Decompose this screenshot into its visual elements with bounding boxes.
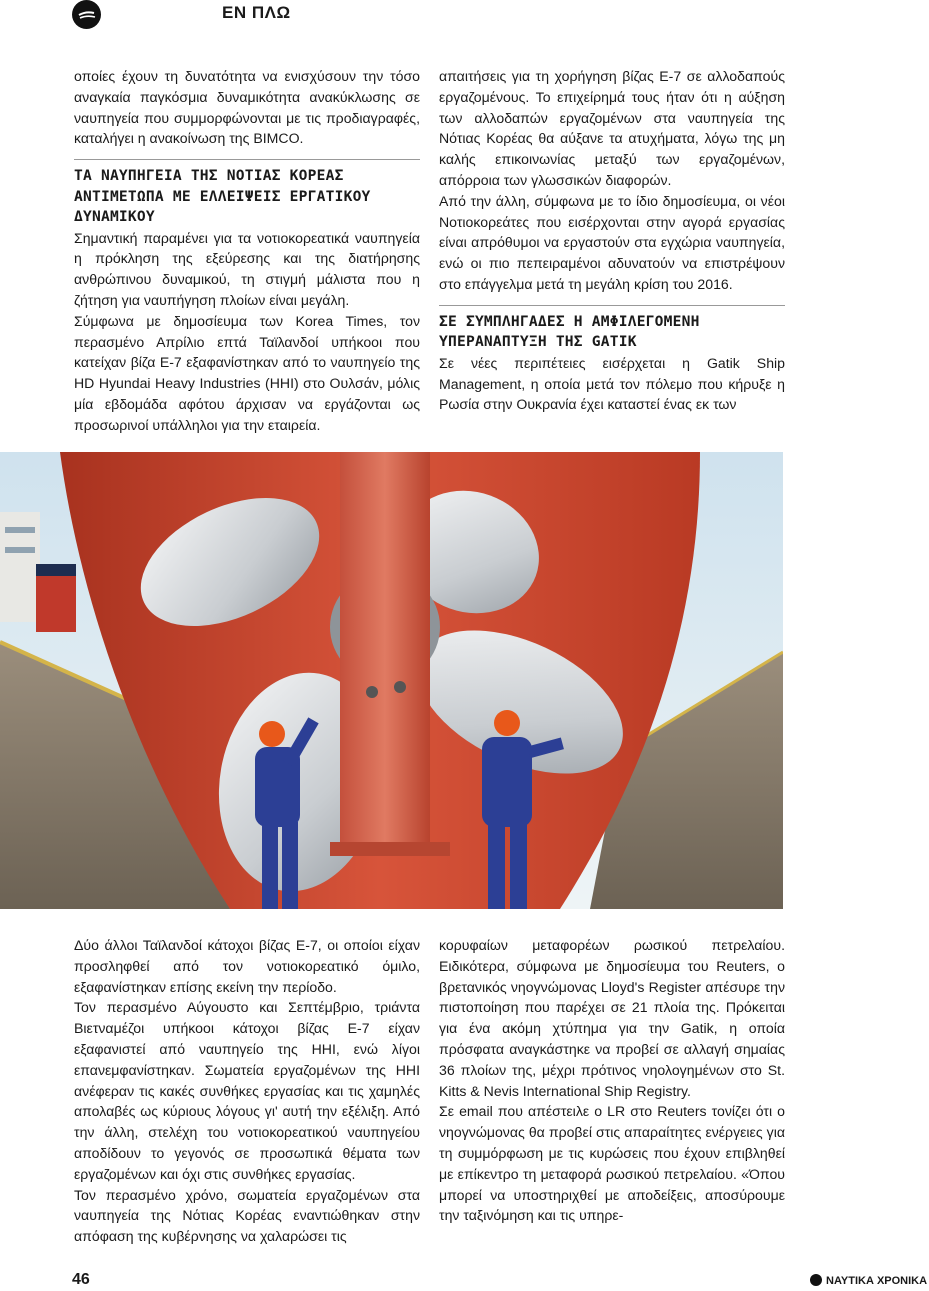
paragraph: Τον περασμένο Αύγουστο και Σεπτέμβριο, τριάντα Βιετναμέζοι υπήκοοι κάτοχοι βίζας E-7 είχαν εξαφανιστεί από ναυπηγείο της HHI, ενώ λίγοι επανεμφανίστηκαν. Σωματεία εργαζομένων της HHI ανέφεραν τις κακές συνθήκες εργασίας και τις χαμηλές απολαβές ως κύριους λόγους γι' αυτή την εξέλιξη. Από την άλλη, στελέχη του νοτιοκορεατικού ναυπηγείου αποδίδουν το γεγονός σε προσωπικά θέματα των εργαζομένων και όχι στις συνθήκες εργασίας.: [74, 999, 420, 1182]
section-title: ΕΝ ΠΛΩ: [222, 3, 291, 22]
column-left-top: [74, 66, 420, 436]
article-heading: ΣΕ ΣΥΜΠΛΗΓΑΔΕΣ Η ΑΜΦΙΛΕΓΟΜΕΝΗ ΥΠΕΡΑΝΑΠΤΥΞΗ ΤΗΣ GATIK: [439, 312, 700, 351]
paragraph: κορυφαίων μεταφορέων ρωσικού πετρελαίου. Ειδικότερα, σύμφωνα με δημοσίευμα του Reuters, ο βρετανικός νηογνώμονας Lloyd's Register απέσυρε την πιστοποίηση που παρέχει σε 21 πλοία της. Πρόκειται για ένα ακόμη χτύπημα για την Gatik, η οποία πρόσφατα αναγκάστηκε να προβεί σε αλλαγή σημαίας 36 πλοίων της, μέχρι πρότινος νηολογημένων στο St. Kitts & Nevis International Ship Registry.: [439, 937, 785, 1099]
paragraph: απαιτήσεις για τη χορήγηση βίζας E-7 σε αλλοδαπούς εργαζομένους. Το επιχείρημά τους ήταν ότι η αύξηση των αλλοδαπών εργαζομένων στα ναυπηγεία της Νότιας Κορέας θα αύξανε τα ατυχήματα, λόγω της μη καλής επικοινωνίας μεταξύ των εργαζομένων, απόρροια των γλωσσικών διαφορών.: [439, 68, 785, 188]
paragraph: Από την άλλη, σύμφωνα με το ίδιο δημοσίευμα, οι νέοι Νοτιοκορεάτες που εισέρχονται στην αγορά εργασίας είναι απρόθυμοι να εργαστούν στα εγχώρια ναυπηγεία, ενώ οι πιο πεπειραμένοι αδυνατούν να επιστρέψουν στο επάγγελμα μετά τη μεγάλη κρίση του 2016.: [439, 192, 785, 292]
brand-logo-icon: [810, 1274, 822, 1286]
paragraph: Σε νέες περιπέτειες εισέρχεται η Gatik Ship Management, η οποία μετά τον πόλεμο που κήρυξε η Ρωσία στην Ουκρανία έχει καταστεί ένας εκ των: [439, 354, 785, 413]
article-heading: ΤΑ ΝΑΥΠΗΓΕΙΑ ΤΗΣ ΝΟΤΙΑΣ ΚΟΡΕΑΣ ΑΝΤΙΜΕΤΩΠΑ ΜΕ ΕΛΛΕΙΨΕΙΣ ΕΡΓΑΤΙΚΟΥ ΔΥΝΑΜΙΚΟΥ: [74, 167, 371, 226]
divider: [439, 305, 785, 306]
brand-name: ΝΑΥΤΙΚΑ ΧΡΟΝΙΚΑ: [826, 1275, 928, 1287]
paragraph: Σημαντική παραμένει για τα νοτιοκορεατικά ναυπηγεία η πρόκληση της εξεύρεσης και της διατήρησης ανθρώπινου δυναμικού, τη στιγμή μάλιστα που η ζήτηση για ναυπήγηση πλοίων είναι μεγάλη.: [74, 229, 420, 309]
page-number: 46: [72, 1271, 90, 1288]
page-header: [72, 0, 372, 30]
divider: [74, 159, 420, 160]
footer-brand: [810, 1274, 927, 1287]
column-right-bottom: [439, 935, 785, 1226]
column-left-bottom: [74, 935, 420, 1247]
paragraph: Σε email που απέστειλε ο LR στο Reuters τονίζει ότι ο νηογνώμονας θα προβεί στις απαραίτητες ενέργειες για τη συμμόρφωση με τις κυρώσεις που έχουν επιβληθεί με επίκεντρο τη μεταφορά ρωσικού πετρελαίου. «Όπου μπορεί να υποστηριχθεί με αποδείξεις, αποσύρουμε την ταξινόμηση και τις υπηρε-: [439, 1103, 785, 1224]
column-right-top: [439, 66, 785, 415]
shipyard-propeller-photo: [0, 452, 783, 909]
ship-wake-icon: [72, 0, 101, 29]
paragraph: Δύο άλλοι Ταϊλανδοί κάτοχοι βίζας E-7, οι οποίοι είχαν προσληφθεί από τον νοτιοκορεατικό όμιλο, εξαφανίστηκαν επίσης εκείνη την περίοδο.: [74, 937, 420, 995]
paragraph: οποίες έχουν τη δυνατότητα να ενισχύσουν την τόσο αναγκαία παγκόσμια δυναμικότητα ανακύκλωσης σε ναυπηγεία που συμμορφώνονται με τις προδιαγραφές, καταλήγει η ανακοίνωση της BIMCO.: [74, 68, 420, 147]
paragraph: Σύμφωνα με δημοσίευμα των Korea Times, τον περασμένο Απρίλιο επτά Ταϊλανδοί υπήκοοι που κατείχαν βίζα E-7 εξαφανίστηκαν από το ναυπηγείο της HD Hyundai Heavy Industries (HHI) στο Ουλσάν, μόλις μία εβδομάδα αφότου άρχισαν να εργάζονται ως προσωρινοί υπάλληλοι για την εταιρεία.: [74, 312, 420, 433]
paragraph: Τον περασμένο χρόνο, σωματεία εργαζομένων στα ναυπηγεία της Νότιας Κορέας εναντιώθηκαν στην απόφαση της κυβέρνησης να χαλαρώσει τις: [74, 1186, 420, 1245]
